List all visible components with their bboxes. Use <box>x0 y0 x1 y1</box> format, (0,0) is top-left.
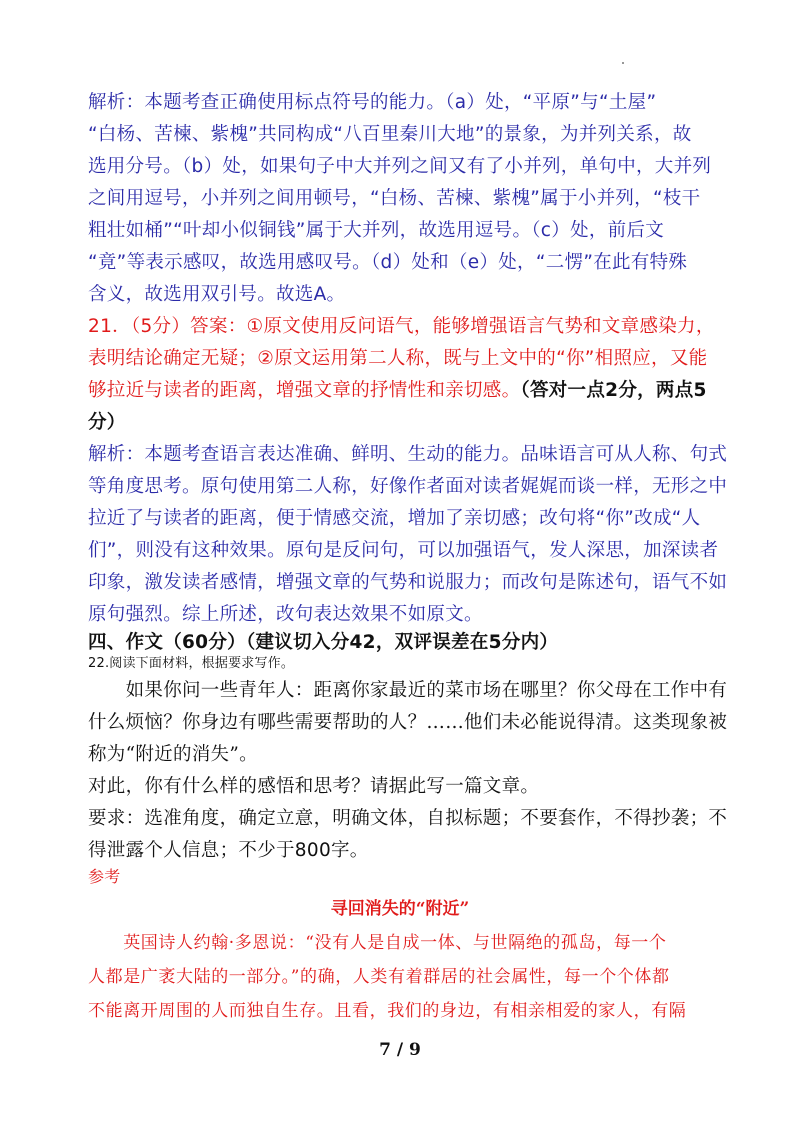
reference-label: 参考 <box>88 867 121 886</box>
scoring-note-end: 分） <box>88 412 126 433</box>
material-line: 如果你问一些青年人：距离你家最近的菜市场在哪里？你父母在工作中有 <box>88 680 728 701</box>
answer21-line: 表明结论确定无疑；②原文运用第二人称，既与上文中的“你”相照应，又能 <box>88 348 708 369</box>
section-heading: 四、作文（60分）（建议切入分42，双评误差在5分内） <box>88 632 559 653</box>
analysis21-line: 印象，激发读者感情，增强文章的气势和说服力；而改句是陈述句，语气不如 <box>88 572 728 593</box>
requirements-line: 得泄露个人信息；不少于800字。 <box>88 840 369 861</box>
analysis21-line: 原句强烈。综上所述，改句表达效果不如原文。 <box>88 604 483 625</box>
analysis21-line: 拉近了与读者的距离，便于情感交流，增加了亲切感；改句将“你”改成“人 <box>88 508 701 529</box>
material-line: 称为“附近的消失”。 <box>88 744 258 765</box>
essay-title: 寻回消失的“附近” <box>330 899 470 919</box>
essay-line: 不能离开周围的人而独自生存。且看，我们的身边，有相亲相爱的家人，有隔 <box>88 1001 687 1021</box>
analysis21-line: 解析：本题考查语言表达准确、鲜明、生动的能力。品味语言可从人称、句式 <box>88 444 728 465</box>
analysis20-line: 选用分号。（b）处，如果句子中大并列之间又有了小并列，单句中，大并列 <box>88 156 712 177</box>
page-number: 7 / 9 <box>379 1040 421 1060</box>
analysis20-line: 之间用逗号，小并列之间用顿号，“白杨、苦楝、紫槐”属于小并列，“枝干 <box>88 188 701 209</box>
analysis20-line: 解析：本题考查正确使用标点符号的能力。（a）处，“平原”与“土屋” <box>88 92 657 113</box>
answer21-line: 够拉近与读者的距离，增强文章的抒情性和亲切感。 <box>88 380 521 401</box>
analysis20-line: 含义，故选用双引号。故选A。 <box>88 284 346 305</box>
analysis20-line: “竟”等表示感叹，故选用感叹号。（d）处和（e）处，“二愣”在此有特殊 <box>88 252 688 273</box>
analysis20-line: 粗壮如桶”“叶却小似铜钱”属于大并列，故选用逗号。（c）处，前后文 <box>88 220 665 241</box>
analysis20-line: “白杨、苦楝、紫槐”共同构成“八百里秦川大地”的景象，为并列关系，故 <box>88 124 692 145</box>
requirements-line: 要求：选准角度，确定立意，明确文体，自拟标题；不要套作，不得抄袭；不 <box>88 808 728 829</box>
essay-line: 英国诗人约翰·多恩说：“没有人是自成一体、与世隔绝的孤岛，每一个 <box>88 933 667 953</box>
analysis21-line: 等角度思考。原句使用第二人称，好像作者面对读者娓娓而谈一样，无形之中 <box>88 476 728 497</box>
analysis21-line: 们”，则没有这种效果。原句是反问句，可以加强语气，发人深思，加深读者 <box>88 540 719 561</box>
speck-mark <box>622 62 624 64</box>
answer21-line: 21．（5分）答案：①原文使用反问语气，能够增强语言气势和文章感染力， <box>88 316 715 337</box>
question-text: 对此，你有什么样的感悟和思考？请据此写一篇文章。 <box>88 776 540 797</box>
essay-line: 人都是广袤大陆的一部分。”的确，人类有着群居的社会属性，每一个个体都 <box>88 967 670 987</box>
answer21-line-with-scoring <box>88 376 707 402</box>
scoring-note: （答对一点2分，两点5 <box>520 380 707 401</box>
question-prompt: 22.阅读下面材料，根据要求写作。 <box>88 656 295 671</box>
material-line: 什么烦恼？你身边有哪些需要帮助的人？……他们未必能说得清。这类现象被 <box>88 712 728 733</box>
